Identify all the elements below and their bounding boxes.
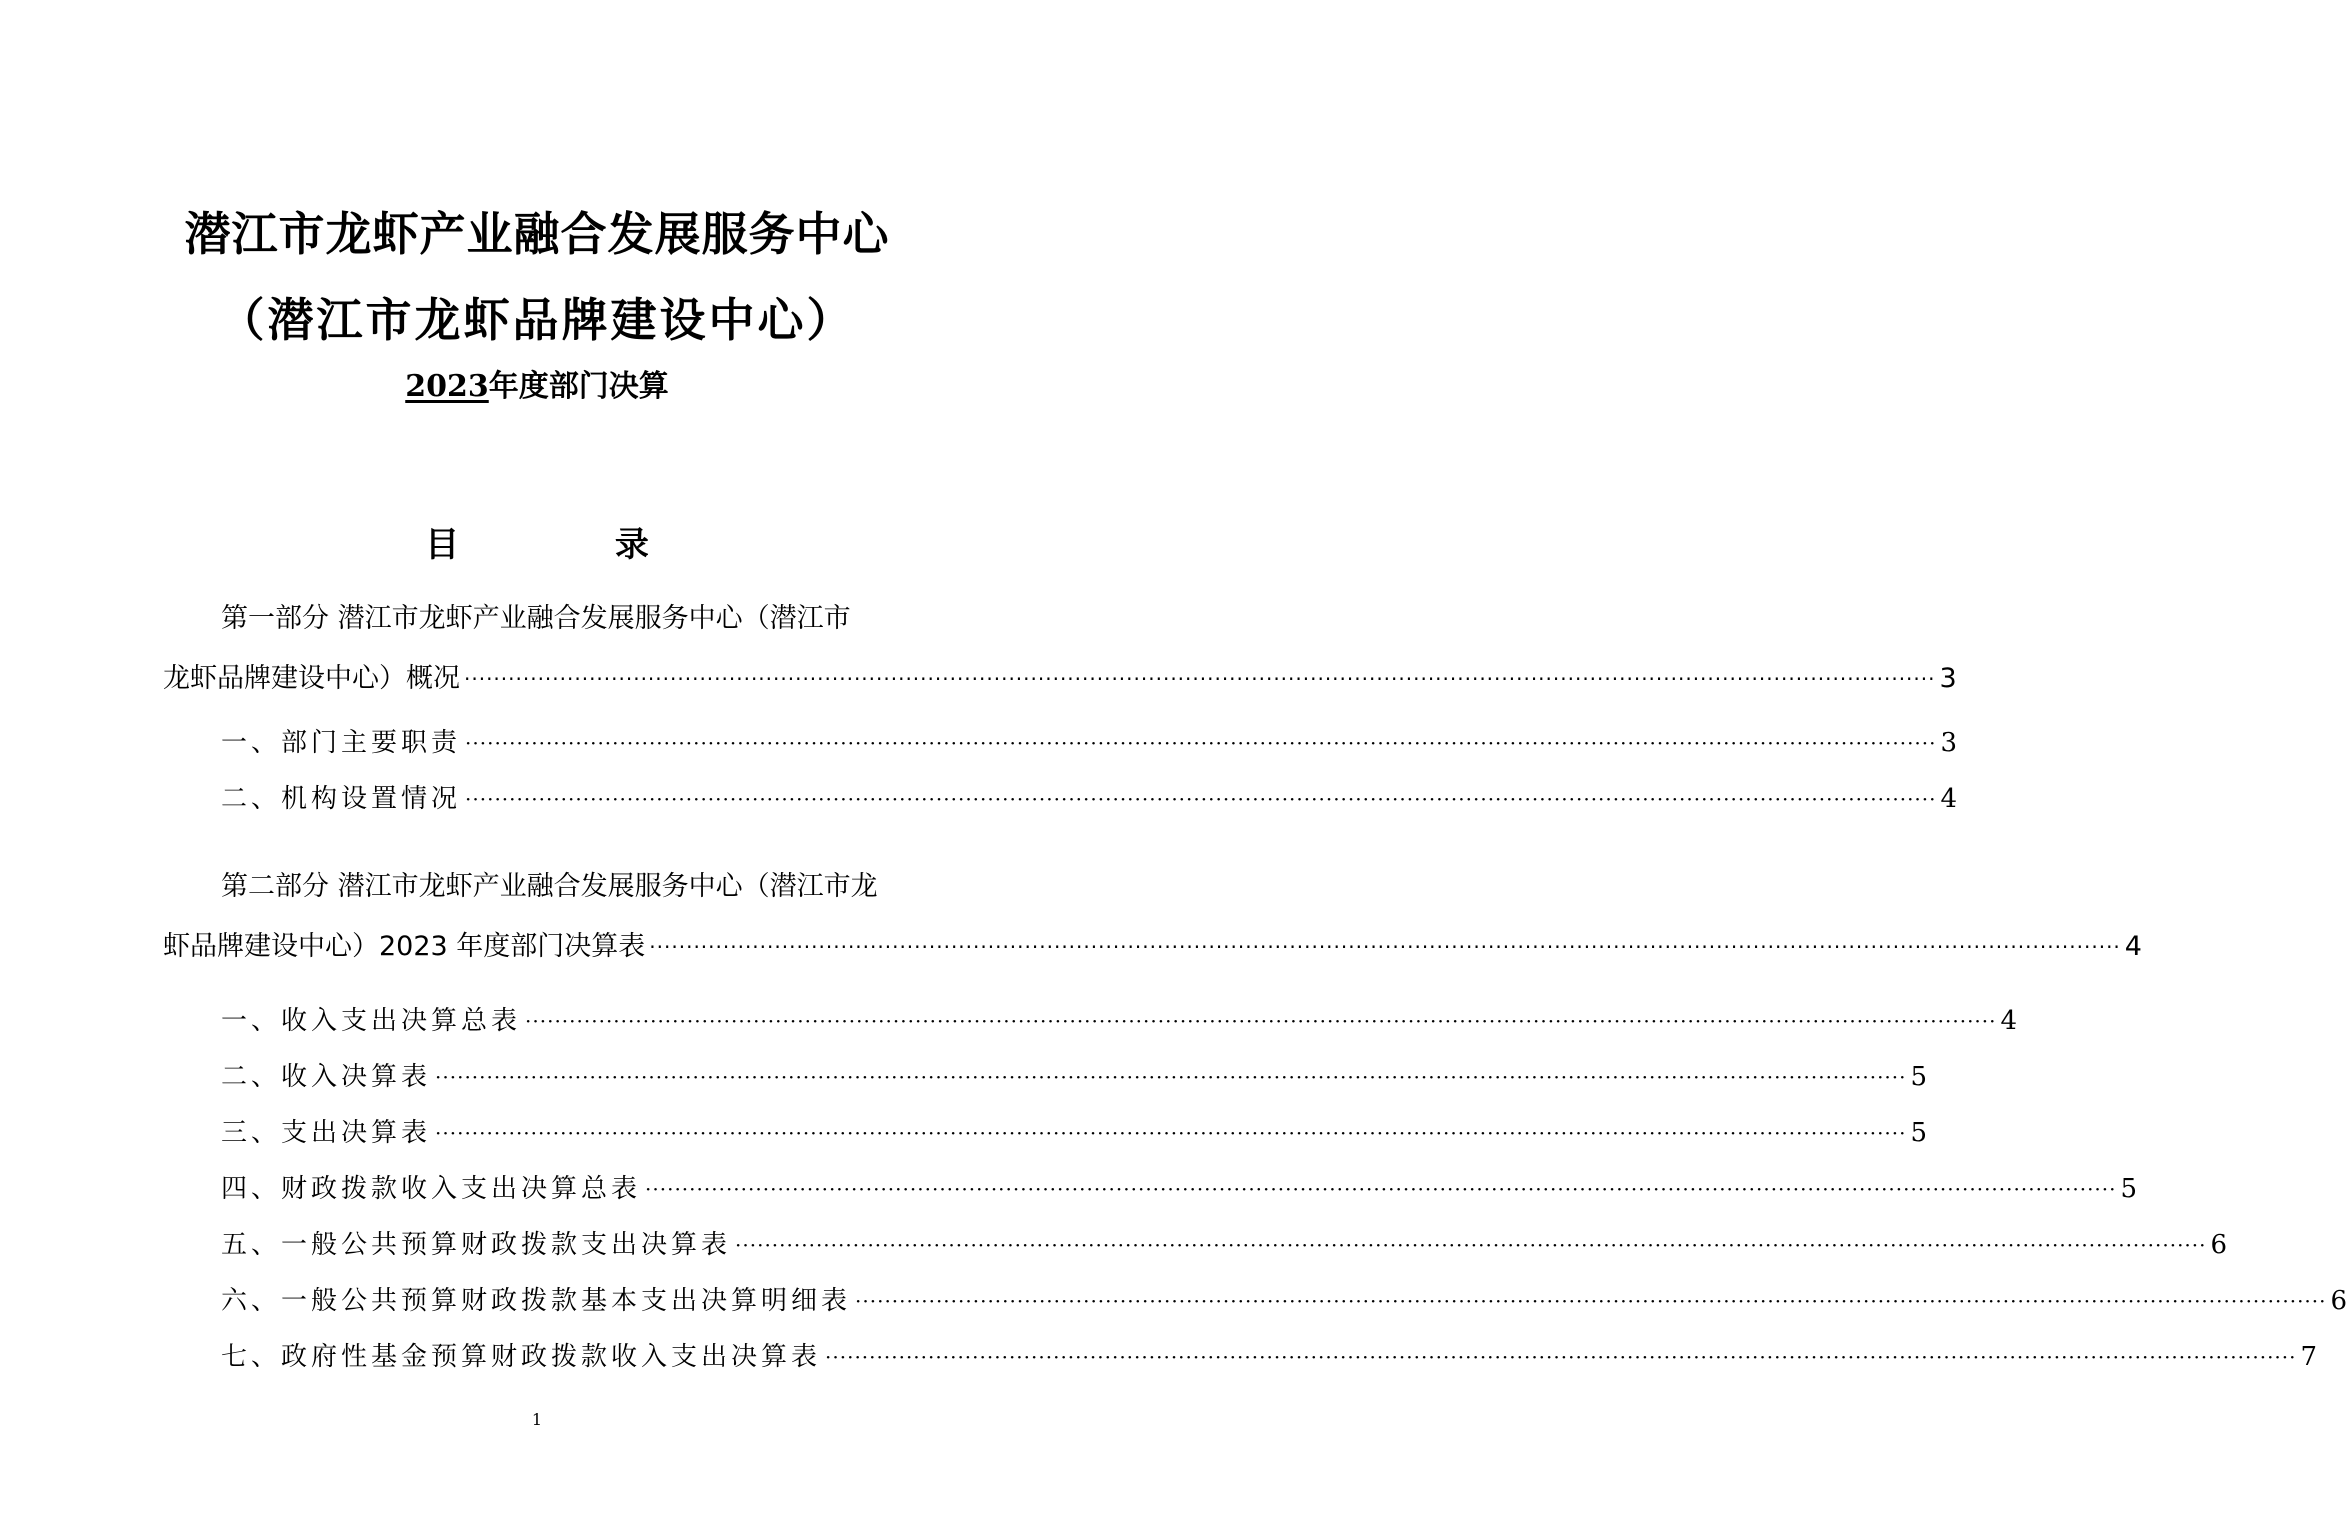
toc-item-label: 六、一般公共预算财政拨款基本支出决算明细表 <box>221 1286 852 1316</box>
toc-leader-dots: ········································································································································································································ <box>855 1289 2327 1313</box>
toc-item-page: 5 <box>1910 1118 1928 1148</box>
document-subtitle <box>0 361 1074 405</box>
toc-item-label: 五、一般公共预算财政拨款支出决算表 <box>221 1230 732 1260</box>
toc-item-page: 4 <box>1940 784 1958 814</box>
toc-item-page: 6 <box>2210 1230 2228 1260</box>
toc-part2-line1: 第二部分 潜江市龙虾产业融合发展服务中心（潜江市龙 <box>221 871 878 902</box>
toc-item-label: 一、收入支出决算总表 <box>221 1006 522 1036</box>
page-number: 1 <box>531 1410 543 1429</box>
toc-item-page: 5 <box>2120 1174 2138 1204</box>
toc-heading: 目 录 <box>425 525 721 565</box>
toc-item[interactable] <box>221 1225 2228 1265</box>
toc-item-label: 四、财政拨款收入支出决算总表 <box>221 1174 642 1204</box>
toc-leader-dots: ········································································································································································································ <box>645 1177 2117 1201</box>
subtitle-year: 2023 <box>405 369 489 404</box>
toc-leader-dots: ········································································································································································································ <box>465 787 1937 811</box>
toc-leader-dots: ········································································································································································································ <box>435 1121 1907 1145</box>
toc-item-label: 二、机构设置情况 <box>221 784 462 814</box>
toc-part2-line2-row <box>163 917 2142 977</box>
toc-leader-dots: ········································································································································································································ <box>525 1009 1997 1033</box>
toc-part1-line2-row <box>163 649 1957 709</box>
toc-leader-dots: ········································································································································································································ <box>649 935 2121 959</box>
toc-item[interactable] <box>221 779 1958 819</box>
toc-part2-line2: 虾品牌建设中心）2023 年度部门决算表 <box>163 931 646 962</box>
toc-item-page: 7 <box>2300 1342 2318 1372</box>
toc-item-label: 三、支出决算表 <box>221 1118 432 1148</box>
toc-item[interactable] <box>221 723 1958 763</box>
toc-leader-dots: ········································································································································································································ <box>464 667 1936 691</box>
toc-leader-dots: ········································································································································································································ <box>465 731 1937 755</box>
toc-item[interactable] <box>221 1113 1928 1153</box>
toc-item-page: 3 <box>1940 728 1958 758</box>
toc-part1-page: 3 <box>1939 663 1957 694</box>
toc-item[interactable] <box>221 1281 2347 1321</box>
toc-part1[interactable] <box>163 589 1957 709</box>
toc-part1-line2: 龙虾品牌建设中心）概况 <box>163 663 460 694</box>
toc-item[interactable] <box>221 1001 2018 1041</box>
toc-leader-dots: ········································································································································································································ <box>825 1345 2297 1369</box>
toc-item-page: 5 <box>1910 1062 1928 1092</box>
toc-leader-dots: ········································································································································································································ <box>435 1065 1907 1089</box>
toc-part1-line1: 第一部分 潜江市龙虾产业融合发展服务中心（潜江市 <box>221 603 851 634</box>
toc-leader-dots: ········································································································································································································ <box>735 1233 2207 1257</box>
toc-part2[interactable] <box>163 857 2142 977</box>
toc-item-page: 4 <box>2000 1006 2018 1036</box>
document-title-line2: （潜江市龙虾品牌建设中心） <box>218 293 856 347</box>
toc-item[interactable] <box>221 1337 2318 1377</box>
toc-item-page: 6 <box>2330 1286 2347 1316</box>
toc-item-label: 二、收入决算表 <box>221 1062 432 1092</box>
subtitle-suffix: 年度部门决算 <box>488 369 669 404</box>
toc-item[interactable] <box>221 1057 1928 1097</box>
toc-part2-page: 4 <box>2124 931 2142 962</box>
document-title-line1: 潜江市龙虾产业融合发展服务中心 <box>184 207 890 261</box>
toc-item-label: 七、政府性基金预算财政拨款收入支出决算表 <box>221 1342 822 1372</box>
toc-item-label: 一、部门主要职责 <box>221 728 462 758</box>
toc-item[interactable] <box>221 1169 2138 1209</box>
